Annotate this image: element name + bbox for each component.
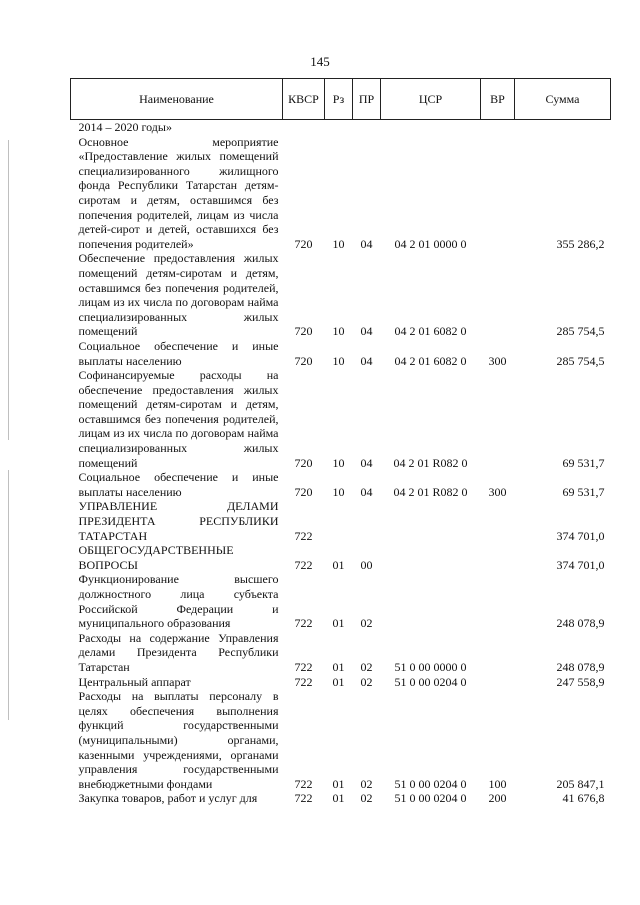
row-rz: 01 — [332, 674, 345, 689]
table-row — [71, 572, 611, 630]
row-sum: 285 754,5 — [556, 353, 605, 368]
row-vr — [481, 135, 515, 252]
row-pr: 04 — [360, 484, 373, 499]
row-vr — [481, 251, 515, 339]
row-vr: 100 — [488, 776, 507, 791]
header-sum: Сумма — [515, 79, 611, 120]
row-sum: 205 847,1 — [556, 776, 605, 791]
row-rz: 10 — [332, 455, 345, 470]
row-pr: 02 — [360, 674, 373, 689]
continuation-row — [71, 120, 611, 135]
row-pr — [353, 499, 381, 543]
table-row — [71, 339, 611, 368]
row-name: Основное мероприятие «Предоставление жилых помещений специализированного жилищного фонда Республики Татарстан детям-сиротам и детям, оставшимся без попечения родителей, лицам из числа детей-сирот и детей, оставшихся без попечения родителей» — [78, 134, 279, 251]
row-csr — [381, 499, 481, 543]
header-rz: Рз — [325, 79, 353, 120]
row-sum: 374 701,0 — [556, 528, 605, 543]
row-name: Обеспечение предоставления жилых помещений детям-сиротам и детям, оставшимся без попечения родителей, лицам из их числа по договорам найма специализированных жилых помещений — [78, 251, 279, 339]
row-rz: 01 — [332, 659, 345, 674]
row-csr — [381, 572, 481, 630]
row-kvsr: 720 — [294, 484, 313, 499]
table-row — [71, 543, 611, 572]
row-kvsr: 722 — [294, 776, 313, 791]
row-name: Расходы на выплаты персоналу в целях обеспечения выполнения функций государственными (муниципальными) органами, казенными учреждениями, органами управления государственными внебюджетными фондами — [78, 689, 279, 791]
row-rz: 10 — [332, 484, 345, 499]
row-vr — [481, 675, 515, 690]
row-name: УПРАВЛЕНИЕ ДЕЛАМИ ПРЕЗИДЕНТА РЕСПУБЛИКИ ТАТАРСТАН — [78, 499, 279, 543]
header-name: Наименование — [71, 79, 283, 120]
row-pr: 04 — [360, 353, 373, 368]
row-name: Функционирование высшего должностного лица субъекта Российской Федерации и муниципального образования — [78, 572, 279, 631]
row-vr: 300 — [488, 484, 507, 499]
row-sum: 69 531,7 — [562, 484, 605, 499]
row-vr — [481, 368, 515, 470]
row-rz: 10 — [332, 324, 345, 339]
row-rz: 01 — [332, 776, 345, 791]
budget-table — [70, 78, 611, 806]
row-name: Расходы на содержание Управления делами Президента Республики Татарстан — [78, 630, 279, 674]
row-rz — [325, 499, 353, 543]
row-kvsr: 722 — [294, 791, 313, 806]
row-sum: 247 558,9 — [556, 674, 605, 689]
table-row — [71, 470, 611, 499]
header-kvsr: КВСР — [283, 79, 325, 120]
row-pr: 02 — [360, 659, 373, 674]
row-name: ОБЩЕГОСУДАРСТВЕННЫЕ ВОПРОСЫ — [78, 543, 234, 572]
row-vr — [481, 631, 515, 675]
table-row — [71, 499, 611, 543]
row-sum: 69 531,7 — [562, 455, 605, 470]
row-pr: 04 — [360, 455, 373, 470]
scan-edge-mark — [8, 140, 9, 440]
header-vr: ВР — [481, 79, 515, 120]
row-csr: 51 0 00 0204 0 — [394, 674, 467, 689]
row-pr: 00 — [360, 557, 373, 572]
row-sum: 374 701,0 — [556, 557, 605, 572]
row-name: Центральный аппарат — [78, 674, 191, 689]
row-kvsr: 722 — [294, 557, 313, 572]
row-pr: 02 — [360, 791, 373, 806]
row-kvsr: 720 — [294, 324, 313, 339]
row-vr: 300 — [488, 353, 507, 368]
row-csr: 04 2 01 0000 0 — [394, 236, 467, 251]
table-row — [71, 251, 611, 339]
row-csr: 51 0 00 0204 0 — [394, 791, 467, 806]
row-csr: 51 0 00 0000 0 — [394, 659, 467, 674]
row-sum: 285 754,5 — [556, 324, 605, 339]
row-name: Социальное обеспечение и иные выплаты населению — [78, 470, 279, 499]
table-row — [71, 631, 611, 675]
row-kvsr: 722 — [294, 659, 313, 674]
header-pr: ПР — [353, 79, 381, 120]
continuation-text: 2014 – 2020 годы» — [78, 120, 172, 134]
row-pr: 02 — [360, 776, 373, 791]
row-sum: 248 078,9 — [556, 616, 605, 631]
table-row — [71, 135, 611, 252]
row-name: Софинансируемые расходы на обеспечение предоставления жилых помещений детям-сиротам и детям, оставшимся без попечения родителей, лицам из их числа по договорам найма специализированных жилых помещений — [78, 368, 279, 470]
row-csr: 04 2 01 R082 0 — [393, 455, 468, 470]
row-csr — [381, 543, 481, 572]
row-csr: 04 2 01 6082 0 — [394, 324, 467, 339]
row-name: Социальное обеспечение и иные выплаты населению — [78, 338, 279, 368]
row-rz: 10 — [332, 236, 345, 251]
row-pr: 02 — [360, 616, 373, 631]
row-csr: 04 2 01 6082 0 — [394, 353, 467, 368]
table-header-row — [71, 79, 611, 120]
table-row — [71, 368, 611, 470]
row-sum: 355 286,2 — [556, 236, 605, 251]
row-sum: 41 676,8 — [562, 791, 605, 806]
row-vr — [481, 499, 515, 543]
row-vr: 200 — [488, 791, 507, 806]
row-vr — [481, 572, 515, 630]
row-name: Закупка товаров, работ и услуг для — [78, 791, 258, 806]
row-kvsr: 720 — [294, 455, 313, 470]
row-csr: 04 2 01 R082 0 — [393, 484, 468, 499]
row-sum: 248 078,9 — [556, 659, 605, 674]
row-rz: 01 — [332, 791, 345, 806]
header-csr: ЦСР — [381, 79, 481, 120]
scan-edge-mark — [8, 470, 9, 720]
row-kvsr: 720 — [294, 236, 313, 251]
row-csr: 51 0 00 0204 0 — [394, 776, 467, 791]
row-kvsr: 722 — [294, 674, 313, 689]
row-pr: 04 — [360, 324, 373, 339]
row-rz: 01 — [332, 616, 345, 631]
row-rz: 10 — [332, 353, 345, 368]
table-row — [71, 791, 611, 806]
row-pr: 04 — [360, 236, 373, 251]
row-rz: 01 — [332, 557, 345, 572]
row-kvsr: 720 — [294, 353, 313, 368]
row-vr — [481, 543, 515, 572]
page-number: 145 — [310, 54, 330, 69]
row-kvsr: 722 — [294, 616, 313, 631]
table-row — [71, 689, 611, 791]
row-kvsr: 722 — [294, 528, 313, 543]
table-row — [71, 675, 611, 690]
